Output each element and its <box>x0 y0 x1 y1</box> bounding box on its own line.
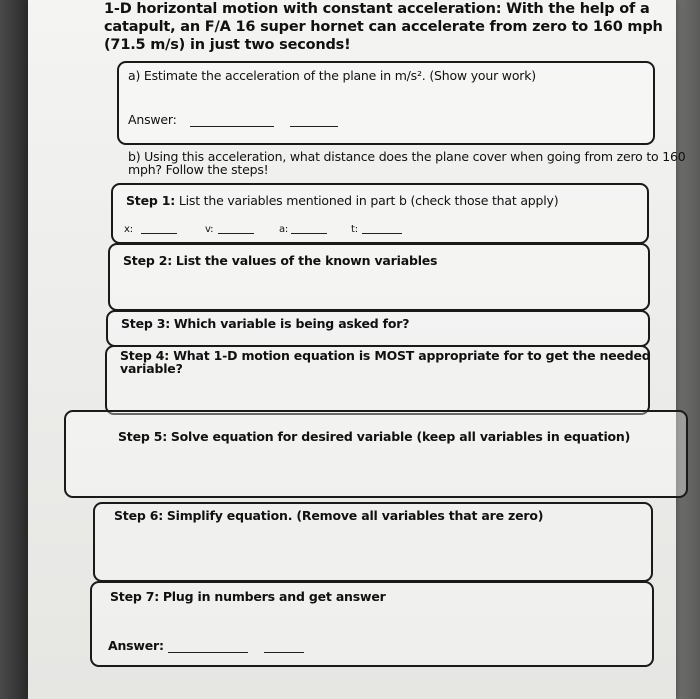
var-a-blank[interactable] <box>291 233 327 234</box>
step-6-label: Step 6: <box>114 508 164 523</box>
var-a-label: a: <box>279 224 289 235</box>
step-4-text-line-2: variable? <box>120 361 183 376</box>
step-6-instruction: Simplify equation. (Remove all variables that are zero) <box>166 508 544 523</box>
title-line-3: (71.5 m/s) in just two seconds! <box>104 37 351 53</box>
part-b-question-line-1: b) Using this acceleration, what distance does the plane cover when going from zero to 160 <box>128 149 686 164</box>
var-v-label: v: <box>205 224 214 235</box>
title-line-1: 1-D horizontal motion with constant acceleration: With the help of a <box>104 1 650 17</box>
step-3-instruction: Which variable is being asked for? <box>173 316 410 331</box>
var-t-label: t: <box>351 224 358 235</box>
part-a-answer-blank[interactable] <box>190 126 274 127</box>
step-7-answer-blank[interactable] <box>168 652 248 653</box>
var-x-label: x: <box>124 224 133 235</box>
step-5-label: Step 5: <box>118 429 168 444</box>
step-4-label: Step 4: <box>120 348 170 363</box>
step-3-text <box>121 316 409 331</box>
step-2-text <box>123 253 437 268</box>
part-b-question-line-2: mph? Follow the steps! <box>128 162 269 177</box>
part-a-unit-blank[interactable] <box>290 126 338 127</box>
step-7-instruction: Plug in numbers and get answer <box>162 589 386 604</box>
part-a-answer-label: Answer: <box>128 112 177 127</box>
var-x-blank[interactable] <box>141 233 177 234</box>
step-5-text <box>118 429 630 444</box>
step-4-text-line-1 <box>120 348 651 363</box>
step-7-answer-label: Answer: <box>108 638 164 653</box>
step-3-label: Step 3: <box>121 316 171 331</box>
var-v-blank[interactable] <box>218 233 254 234</box>
step-1-instruction: List the variables mentioned in part b (check those that apply) <box>178 193 559 208</box>
step-2-label: Step 2: <box>123 253 173 268</box>
step-1-label: Step 1: <box>126 193 176 208</box>
step-1-text <box>126 193 558 208</box>
problem-title <box>104 0 663 54</box>
step-7-text <box>110 589 386 604</box>
step-4-instruction: What 1-D motion equation is MOST appropriate for to get the needed <box>173 348 651 363</box>
title-line-2: catapult, an F/A 16 super hornet can accelerate from zero to 160 mph <box>104 19 663 35</box>
step-7-unit-blank[interactable] <box>264 652 304 653</box>
var-t-blank[interactable] <box>362 233 402 234</box>
step-6-text <box>114 508 543 523</box>
step-5-instruction: Solve equation for desired variable (keep all variables in equation) <box>170 429 631 444</box>
step-5-box <box>64 410 688 498</box>
step-2-instruction: List the values of the known variables <box>175 253 438 268</box>
step-7-label: Step 7: <box>110 589 160 604</box>
part-a-question: a) Estimate the acceleration of the plane in m/s². (Show your work) <box>128 68 536 83</box>
